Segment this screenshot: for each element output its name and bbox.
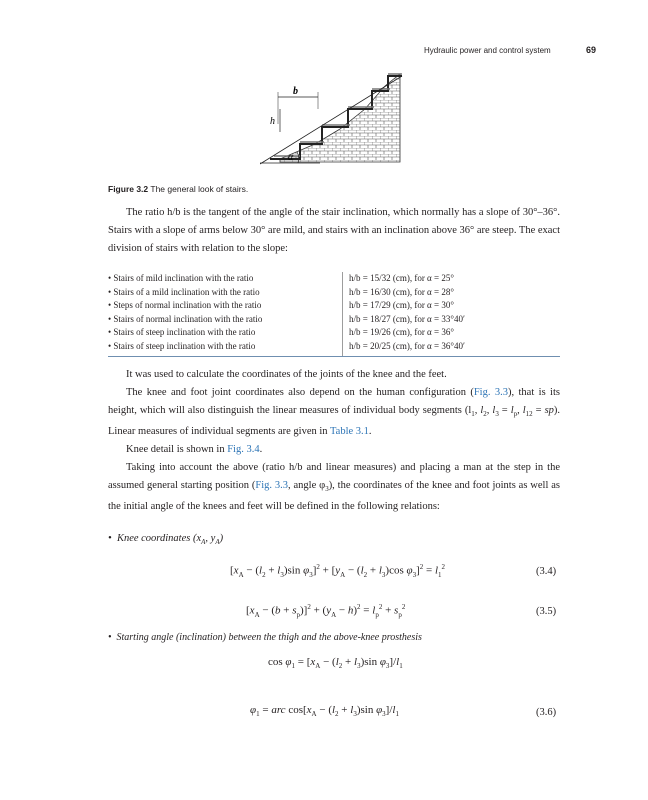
list-item: • Stairs of steep inclination with the ratio h/b = 19/26 (cm), for α = 36° xyxy=(108,326,560,340)
intro-paragraph: The ratio h/b is the tangent of the angle of the stair inclination, which normally has a slope of 30°–36°. Stairs with a slope of arms below 30° are mild, and stairs with an inclination above 36° are steep. The exact division of stairs with relation to the slope: xyxy=(108,207,560,254)
equation-3-5: $[x_A - (b + s_p)]^2 + (y_A - h)^2 = l_p^2 + s_p^2$ xyxy=(246,603,406,619)
page-number: 69 xyxy=(586,45,597,55)
stairs-drawing xyxy=(260,64,410,176)
paragraph-1: It was used to calculate the coordinates of the joints of the knee and the feet. xyxy=(126,369,447,380)
equation-3-4: [$x_A - (l_2 + l_3)\sin$ $\varphi_3]^2 + [y_A - (l_2 + l_3)\cos$ $\varphi_3]^2 = l_1^2$ xyxy=(230,563,446,579)
starting-angle-bullet: • Starting angle (inclination) between the thigh and the above-knee prosthesis xyxy=(108,632,422,643)
list-item-ratio: h/b = 17/29 (cm), for α = 30° xyxy=(349,300,454,310)
equation-number-3-4: (3.4) xyxy=(536,566,557,577)
fig-3-4-link[interactable]: Fig. 3.4 xyxy=(227,444,260,456)
list-item-description: Stairs of mild inclination with the ratio xyxy=(113,273,254,283)
intro-paragraph-block xyxy=(108,204,560,258)
list-item: • Stairs of mild inclination with the ratio h/b = 15/32 (cm), for α = 25° xyxy=(108,272,560,286)
list-item-ratio: h/b = 15/32 (cm), for α = 25° xyxy=(349,273,454,283)
dimension-b-label: b xyxy=(293,86,298,97)
list-item: • Steps of normal inclination with the ratio h/b = 17/29 (cm), for α = 30° xyxy=(108,299,560,313)
list-item-description: Stairs of steep inclination with the ratio xyxy=(113,327,256,337)
list-item-ratio: h/b = 20/25 (cm), for α = 36°40′ xyxy=(349,340,465,351)
list-item-ratio: h/b = 18/27 (cm), for α = 33°40′ xyxy=(349,313,465,324)
equation-cos-phi1: $\cos \varphi_1 = [x_A - (l_2 + l_3)\sin$ $\varphi_3]/l_1$ xyxy=(268,656,403,671)
angle-alpha-label: α xyxy=(288,152,294,163)
figure-caption-text: The general look of stairs. xyxy=(150,184,249,194)
fig-3-3-link[interactable]: Fig. 3.3 xyxy=(473,387,508,398)
body-text xyxy=(108,366,560,516)
dimension-h-label: h xyxy=(270,116,275,127)
figure-caption xyxy=(108,184,248,194)
list-item-description: Steps of normal inclination with the ratio xyxy=(113,300,262,310)
list-item-ratio: h/b = 19/26 (cm), for α = 36° xyxy=(349,327,454,337)
paragraph-4: Taking into account the above (ratio h/b and linear measures) and placing a man at the step in the assumed general starting position (Fig. 3.3, angle $\varphi_3$), the coordinates of the knee and foot joints as well as the initial angle of the knees and feet will be defined in the following relations: xyxy=(108,462,560,513)
list-bottom-rule xyxy=(108,356,560,357)
paragraph-2: The knee and foot joint coordinates also depend on the human configuration (Fig. 3.3), that is its height, which will also distinguish the linear measures of individual body segments ($l_1$, $l_2$, $l_3 = l_p$, $l_{12} = sp$). Linear measures of individual segments are given in Table 3.1. xyxy=(108,387,561,438)
figure-caption-label: Figure 3.2 xyxy=(108,184,149,194)
paragraph-3: Knee detail is shown in Fig. 3.4. xyxy=(126,444,263,456)
list-item: • Stairs of normal inclination with the ratio h/b = 18/27 (cm), for α = 33°40′ xyxy=(108,313,560,327)
equation-number-3-6: (3.6) xyxy=(536,707,557,718)
list-item-description: Stairs of steep inclination with the ratio xyxy=(113,340,256,351)
stair-classification-list xyxy=(108,272,560,353)
list-item: • Stairs of a mild inclination with the ratio h/b = 16/30 (cm), for α = 28° xyxy=(108,286,560,300)
fig-3-3-link-2[interactable]: Fig. 3.3 xyxy=(255,480,289,492)
knee-coordinates-bullet: • Knee coordinates ($x_A$, $y_A$) xyxy=(108,533,224,547)
stairs-figure xyxy=(260,64,410,181)
list-item: • Stairs of steep inclination with the ratio h/b = 20/25 (cm), for α = 36°40′ xyxy=(108,340,560,354)
list-item-description: Stairs of a mild inclination with the ratio xyxy=(113,286,260,297)
table-3-1-link[interactable]: Table 3.1 xyxy=(330,426,369,438)
running-header: Hydraulic power and control system xyxy=(424,46,551,55)
list-item-ratio: h/b = 16/30 (cm), for α = 28° xyxy=(349,286,454,297)
equation-number-3-5: (3.5) xyxy=(536,606,557,617)
equation-3-6: $\varphi_1$ = arc $\cos[x_A - (l_2 + l_3)\sin$ $\varphi_3]/l_1$ xyxy=(250,704,399,719)
list-item-description: Stairs of normal inclination with the ratio xyxy=(113,313,263,324)
